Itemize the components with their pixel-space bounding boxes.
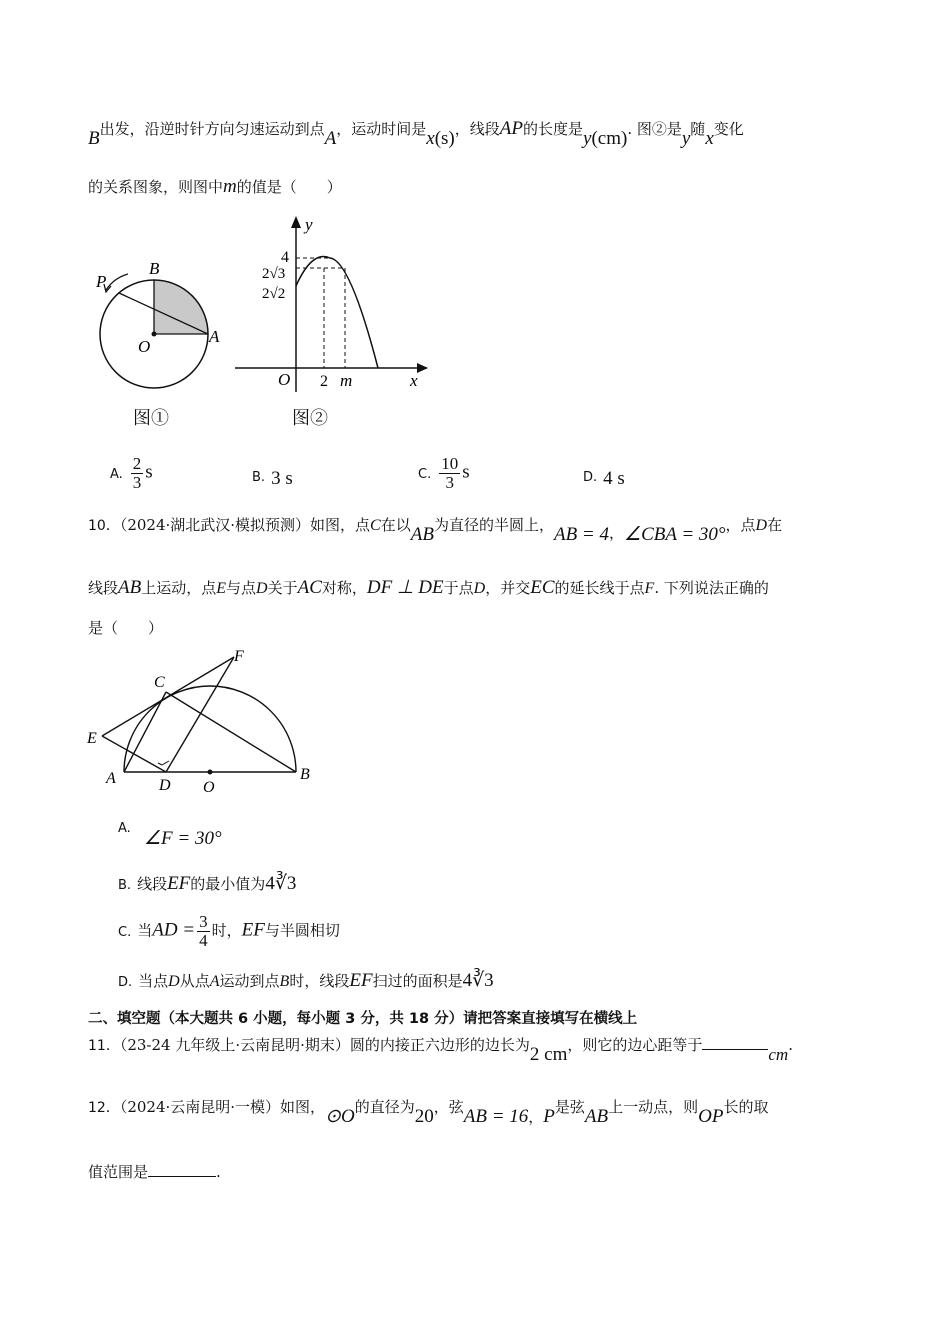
option-d-value: 4∛3 xyxy=(462,970,494,991)
q10-text: 关于 xyxy=(267,579,298,597)
label-B: B xyxy=(300,766,310,783)
option-b-value: 4∛3 xyxy=(265,873,297,894)
math-D: D xyxy=(168,973,180,990)
fraction xyxy=(131,455,144,492)
option-text: 当 xyxy=(137,921,153,940)
fraction xyxy=(439,455,460,492)
q12-text: 上一动点，则 xyxy=(608,1098,699,1116)
q10-text: 对称， xyxy=(321,579,367,597)
option-label: B. xyxy=(252,470,266,485)
center-O xyxy=(208,770,213,775)
math-B: B xyxy=(88,128,100,149)
option-label: D. xyxy=(583,470,598,485)
option-value: 3 s xyxy=(271,468,293,489)
q10-text: 线段 xyxy=(88,579,119,597)
q9-text: . 图②是 xyxy=(627,120,682,138)
option-text: 与半圆相切 xyxy=(264,921,340,940)
math-D: D xyxy=(755,517,768,534)
math-P: P xyxy=(543,1106,555,1127)
q10-text: ，并交 xyxy=(485,579,531,597)
math-A: A xyxy=(209,973,220,990)
q10-option-b xyxy=(118,873,296,897)
q10-text: ，点 xyxy=(725,516,756,534)
label-2: 2 xyxy=(320,373,328,390)
q11-text: . xyxy=(788,1036,793,1054)
segment-DF xyxy=(166,657,234,772)
q9-text: 的关系图象，则图中 xyxy=(88,178,224,196)
denominator: 3 xyxy=(132,473,142,492)
section-heading: 二、填空题（本大题共 6 小题，每小题 3 分，共 18 分）请把答案直接填写在横线上 xyxy=(88,1011,638,1027)
q9-text: ，线段 xyxy=(454,120,500,138)
curve xyxy=(296,257,378,368)
q11-text: （23-24 九年级上·云南昆明·期末）圆的内接正六边形的边长为 xyxy=(119,1036,530,1054)
numerator: 10 xyxy=(441,454,459,473)
q12-text: ，弦 xyxy=(433,1098,464,1116)
figure-1-caption: 图① xyxy=(133,408,169,429)
math-F: F xyxy=(644,580,655,597)
math-AB: AB xyxy=(410,524,434,545)
math-20: 20 xyxy=(414,1106,434,1127)
answer-blank[interactable] xyxy=(148,1162,216,1177)
q12-text: ， xyxy=(528,1108,544,1126)
math-cond1: AB = 4 xyxy=(553,524,610,545)
option-text: 运动到点 xyxy=(219,972,280,990)
option-label: A. xyxy=(110,466,123,482)
option-text: 线段 xyxy=(137,875,168,893)
right-angle-mark xyxy=(158,761,169,765)
math-AP: AP xyxy=(499,118,523,139)
label-B: B xyxy=(149,259,160,278)
q10-text: 为直径的半圆上， xyxy=(433,516,554,534)
answer-blank[interactable] xyxy=(702,1035,768,1050)
label-P: P xyxy=(96,272,107,291)
q10-text: 在 xyxy=(767,516,783,534)
math-EF: EF xyxy=(349,970,373,991)
q10-option-a-label xyxy=(118,816,137,840)
q10-option-d xyxy=(118,970,494,994)
math-D: D xyxy=(256,580,268,597)
numerator: 2 xyxy=(132,454,142,473)
q10-line-3 xyxy=(88,617,163,639)
option-a-value: ∠F = 30° xyxy=(144,828,222,849)
math-y: y xyxy=(681,128,691,149)
unit: s xyxy=(462,461,470,483)
label-C: C xyxy=(154,674,165,691)
segment-ED xyxy=(102,736,166,772)
fraction xyxy=(197,913,210,950)
math-m: m xyxy=(223,176,237,197)
line-EF xyxy=(102,657,234,736)
x-axis-arrow xyxy=(417,363,428,373)
math-y: y xyxy=(583,128,592,149)
label-2r3: 2√3 xyxy=(262,266,286,282)
option-label: D. xyxy=(118,975,133,990)
unit: s xyxy=(145,461,153,483)
q9-text: 出发，沿逆时针方向匀速运动到点 xyxy=(99,120,325,138)
q9-text: ，运动时间是 xyxy=(336,120,427,138)
q12-text: （2024·云南昆明·一模）如图， xyxy=(119,1098,326,1116)
label-D: D xyxy=(159,777,171,794)
label-O: O xyxy=(138,337,151,356)
math-OP: OP xyxy=(698,1106,724,1127)
numerator: 3 xyxy=(199,912,208,931)
math-x: x xyxy=(705,128,714,149)
q9-option-d xyxy=(583,465,625,489)
q9-option-b xyxy=(252,465,293,489)
label-O: O xyxy=(278,370,291,389)
math-EF: EF xyxy=(167,873,191,894)
q12-line-1 xyxy=(88,1096,769,1127)
option-label: C. xyxy=(418,466,432,482)
option-text: 从点 xyxy=(179,972,210,990)
q11-text: ，则它的边心距等于 xyxy=(567,1036,703,1054)
math-cm: cm xyxy=(768,1045,789,1064)
option-text: 当点 xyxy=(138,972,169,990)
label-x: x xyxy=(410,371,418,390)
q10-option-c xyxy=(118,913,340,950)
q10-line-1: 10．（2024·湖北武汉·模拟预测）如图，点C在以AB为直径的半圆上，AB = 4，∠CBA = 30°，点D在 xyxy=(88,516,783,545)
label-4: 4 xyxy=(281,249,289,266)
segment-CB xyxy=(166,692,296,772)
math-unit-cm: (cm) xyxy=(591,128,628,149)
q9-option-a xyxy=(110,455,153,492)
q12-line-2 xyxy=(88,1161,221,1183)
math-A: A xyxy=(324,128,337,149)
y-axis-arrow xyxy=(291,216,301,228)
label-A: A xyxy=(106,770,116,787)
math-AD: AD = xyxy=(152,919,196,941)
math-AC: AC xyxy=(297,577,322,598)
question-number: 11． xyxy=(88,1038,120,1054)
q10-text: 在以 xyxy=(380,516,411,534)
label-O: O xyxy=(203,779,215,795)
q9-line-1 xyxy=(88,118,744,149)
option-text: 扫过的面积是 xyxy=(372,972,463,990)
label-F: F xyxy=(234,648,244,665)
math-AB16: AB = 16 xyxy=(463,1106,529,1127)
q12-text: . xyxy=(216,1163,221,1181)
math-EC: EC xyxy=(530,577,555,598)
option-label: B. xyxy=(118,878,132,893)
q9-text: 的长度是 xyxy=(522,120,583,138)
math-AB: AB xyxy=(584,1106,609,1127)
question-number: 12． xyxy=(88,1100,120,1116)
question-number: 10． xyxy=(88,518,120,534)
option-label: A. xyxy=(118,821,131,836)
figure-q10-semicircle xyxy=(84,645,324,795)
q12-text: 的直径为 xyxy=(354,1098,415,1116)
q12-text: 值范围是 xyxy=(88,1163,149,1181)
q10-text: 于点 xyxy=(443,579,474,597)
label-2r2: 2√2 xyxy=(262,286,286,302)
label-y: y xyxy=(305,215,313,234)
q9-text: 的值是（ ） xyxy=(236,178,342,196)
figure-2-graph xyxy=(232,210,437,395)
q9-option-c xyxy=(418,455,470,492)
q9-text: 随 xyxy=(690,120,706,138)
math-2cm: 2 cm xyxy=(529,1044,568,1065)
math-AB: AB xyxy=(118,577,142,598)
option-text: 时， xyxy=(211,921,242,940)
denominator: 3 xyxy=(445,473,454,492)
math-unit-s: (s) xyxy=(434,128,455,149)
option-text: 的最小值为 xyxy=(190,875,266,893)
label-m: m xyxy=(340,371,353,390)
option-text: 时，线段 xyxy=(289,972,350,990)
q10-text: （2024·湖北武汉·模拟预测）如图，点 xyxy=(119,516,371,534)
math-circle-O: ⊙O xyxy=(325,1106,355,1127)
q10-text: 是（ ） xyxy=(88,619,164,637)
q9-text: 变化 xyxy=(713,120,744,138)
option-label: C. xyxy=(118,924,132,940)
center-point xyxy=(152,332,157,337)
q10-text: 的延长线于点 xyxy=(554,579,645,597)
q11-line xyxy=(88,1034,793,1065)
math-x: x xyxy=(426,128,435,149)
q10-line-2 xyxy=(88,577,769,600)
option-value: 4 s xyxy=(603,468,625,489)
q9-line-2 xyxy=(88,176,342,198)
q10-text: . 下列说法正确的 xyxy=(654,579,769,597)
math-D: D xyxy=(473,580,486,597)
math-cond2: ∠CBA = 30° xyxy=(624,524,726,545)
q10-option-a xyxy=(144,828,222,850)
q12-text: 长的取 xyxy=(723,1098,769,1116)
q12-text: 是弦 xyxy=(554,1098,585,1116)
math-EF: EF xyxy=(241,919,265,941)
label-A: A xyxy=(209,327,220,346)
math-perp: DF ⊥ DE xyxy=(366,577,444,598)
q10-text: 与点 xyxy=(226,579,257,597)
math-C: C xyxy=(370,517,381,534)
math-E: E xyxy=(216,580,227,597)
math-B: B xyxy=(279,973,290,990)
figure-2-caption: 图② xyxy=(292,408,328,429)
label-E: E xyxy=(87,730,97,747)
q10-text: 上运动，点 xyxy=(141,579,217,597)
figure-1-circle xyxy=(86,252,226,397)
denominator: 4 xyxy=(199,931,208,950)
